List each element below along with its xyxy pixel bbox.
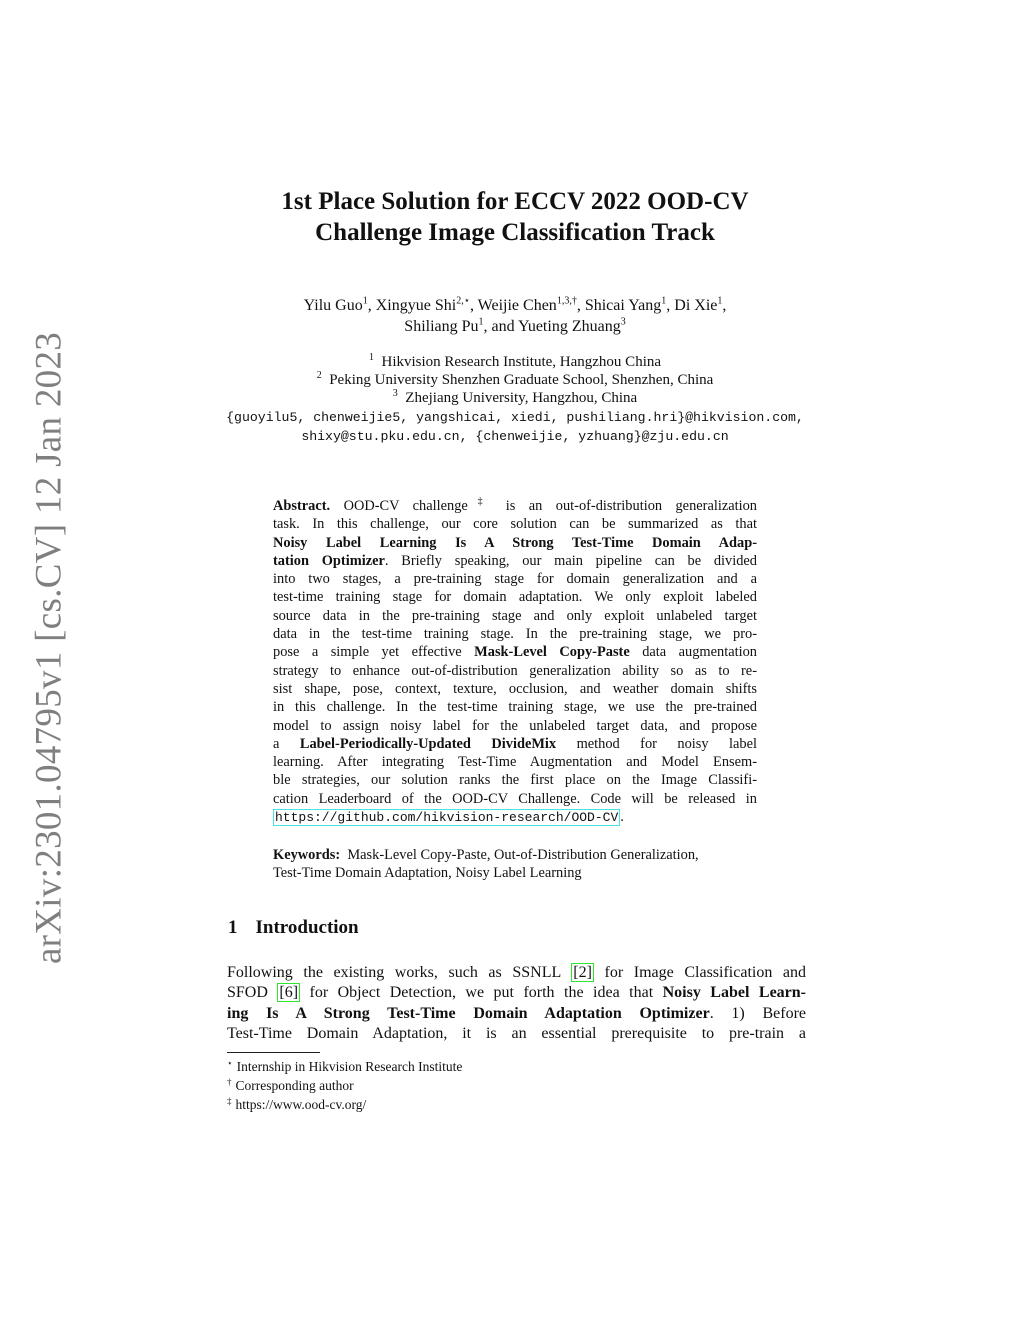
abstract-emphasis: Label-Periodically-Updated DivideMix [299,735,557,752]
affiliation-item [150,353,880,371]
abstract-text: OOD-CV challenge [343,498,468,514]
author-affil-mark: 2,⋆ [456,295,470,307]
footnote-text: Internship in Hikvision Research Institute [236,1059,463,1074]
abstract-line [273,552,757,570]
abstract-line: source data in the pre-training stage and only exploit unlabeled target [273,607,757,624]
abstract-line [273,808,757,827]
keywords-line [273,846,763,864]
author-affil-mark: 1 [478,316,484,328]
abstract-line: model to assign noisy label for the unlabeled target data, and propose [273,717,757,734]
footnote-divider [227,1052,320,1053]
affiliation-text: Peking University Shenzhen Graduate School, Shenzhen, China [329,372,714,388]
title-line-1: 1st Place Solution for ECCV 2022 OOD-CV [281,188,749,215]
section-heading [228,917,359,939]
keywords [273,846,763,883]
abstract-line: data in the test-time training stage. In the pre-training stage, we pro- [273,626,757,643]
abstract-text: a [273,735,280,752]
intro-line [227,1004,806,1024]
abstract-line: ble strategies, our solution ranks the first place on the Image Classifi- [273,772,757,789]
abstract-line [273,735,757,753]
abstract [273,497,757,827]
email-line-1: {guoyilu5, chenweijie5, yangshicai, xiedi, pushiliang.hri}@hikvision.com, [226,410,804,425]
email-block [150,408,880,446]
abstract-line: task. In this challenge, our core solution can be summarized as that [273,516,757,533]
title-line-2: Challenge Image Classification Track [315,219,715,246]
affiliation-item [150,371,880,389]
abstract-emphasis: Mask-Level Copy-Paste [474,644,630,661]
introduction-body [227,963,806,1044]
arxiv-identifier-stamp: arXiv:2301.04795v1 [cs.CV] 12 Jan 2023 [28,331,70,965]
intro-line [227,983,806,1003]
author-affil-mark: 1 [362,295,368,307]
abstract-line: in this challenge. In the test-time training stage, we use the pre-trained [273,699,757,716]
footnotes [227,1057,462,1114]
abstract-emphasis: Noisy Label Learning Is A Strong Test-Time Domain Adap- [273,534,757,551]
author-name: Yilu Guo [303,297,363,314]
email-line-2: shixy@stu.pku.edu.cn, {chenweijie, yzhuang}@zju.edu.cn [301,429,729,444]
footnote-text: Corresponding author [235,1078,354,1093]
citation-link[interactable]: [2] [573,964,592,981]
abstract-line: into two stages, a pre-training stage for domain generalization and a [273,571,757,588]
abstract-line: cation Leaderboard of the OOD-CV Challenge. Code will be released in [273,790,757,807]
abstract-line: sist shape, pose, context, texture, occlusion, and weather domain shifts [273,680,757,697]
footnote-mark: ‡ [227,1095,232,1106]
abstract-emphasis: tation Optimizer [273,552,385,569]
footnote-mark: † [227,1076,232,1087]
intro-text: . 1) Before [709,1004,807,1022]
intro-emphasis: ing Is A Strong Test-Time Domain Adaptation Optimizer [227,1004,710,1022]
intro-text: for Object Detection, we put forth the idea that [309,984,654,1002]
code-repo-link[interactable]: https://github.com/hikvision-research/OOD-CV [275,810,619,826]
affiliation-text: Zhejiang University, Hangzhou, China [405,390,638,406]
author-affil-mark: 1 [717,295,723,307]
abstract-line [273,534,757,552]
author-affil-mark: 3 [620,316,626,328]
abstract-label: Abstract. [273,498,331,514]
affiliation-mark: 1 [368,352,374,363]
footnote-item [227,1076,462,1095]
author-name: Shicai Yang [584,297,662,314]
author-list [150,295,880,337]
author-name: Shiliang Pu [404,318,479,335]
author-affil-mark: 1 [661,295,667,307]
keywords-line: Test-Time Domain Adaptation, Noisy Label Learning [273,865,582,882]
affiliation-mark: 3 [392,388,398,399]
author-name: Yueting Zhuang [518,318,621,335]
abstract-line [273,643,757,661]
abstract-line: learning. After integrating Test-Time Augmentation and Model Ensem- [273,754,757,771]
author-line-2 [150,316,880,337]
intro-line [227,963,806,983]
author-line-1 [150,295,880,316]
affiliation-list [150,353,880,407]
keywords-text: Mask-Level Copy-Paste, Out-of-Distribution Generalization, [347,847,699,863]
author-name: Di Xie [674,297,718,314]
affiliation-item [150,389,880,407]
author-separator: , [666,297,671,314]
section-title: Introduction [255,917,359,938]
affiliation-text: Hikvision Research Institute, Hangzhou China [381,354,662,370]
author-separator: , [469,297,474,314]
abstract-text: is an out-of-distribution generalization [505,498,757,514]
intro-text: for Image Classification and [604,964,807,981]
keywords-label: Keywords: [273,847,341,863]
footnote-item [227,1057,462,1076]
abstract-line: strategy to enhance out-of-distribution generalization ability so as to re- [273,662,757,679]
abstract-text: method for noisy label [576,735,757,752]
abstract-line: test-time training stage for domain adaptation. We only exploit labeled [273,589,757,606]
author-name: Xingyue Shi [375,297,457,314]
citation-link[interactable]: [6] [279,984,299,1002]
footnote-text[interactable]: https://www.ood-cv.org/ [235,1097,367,1112]
footnote-item [227,1095,462,1114]
abstract-line [273,497,757,515]
abstract-text: pose a simple yet effective [273,644,462,661]
author-affil-mark: 1,3,† [556,295,577,307]
section-number: 1 [228,917,238,938]
abstract-text: . Briefly speaking, our main pipeline can be divided [384,552,758,569]
author-separator: , and [483,318,515,335]
abstract-text: . [620,809,624,826]
author-separator: , [722,297,727,314]
abstract-text: data augmentation [642,644,757,661]
footnote-mark: ⋆ [227,1057,233,1068]
footnote-mark: ‡ [467,496,493,508]
affiliation-mark: 2 [316,370,322,381]
intro-emphasis: Noisy Label Learn- [662,984,806,1002]
author-separator: , [576,297,581,314]
intro-line: Test-Time Domain Adaptation, it is an essential prerequisite to pre-train a [227,1024,806,1042]
intro-text: SFOD [227,984,268,1002]
paper-title [200,186,830,248]
author-name: Weijie Chen [477,297,557,314]
intro-text: Following the existing works, such as SSNLL [227,964,561,981]
author-separator: , [367,297,372,314]
